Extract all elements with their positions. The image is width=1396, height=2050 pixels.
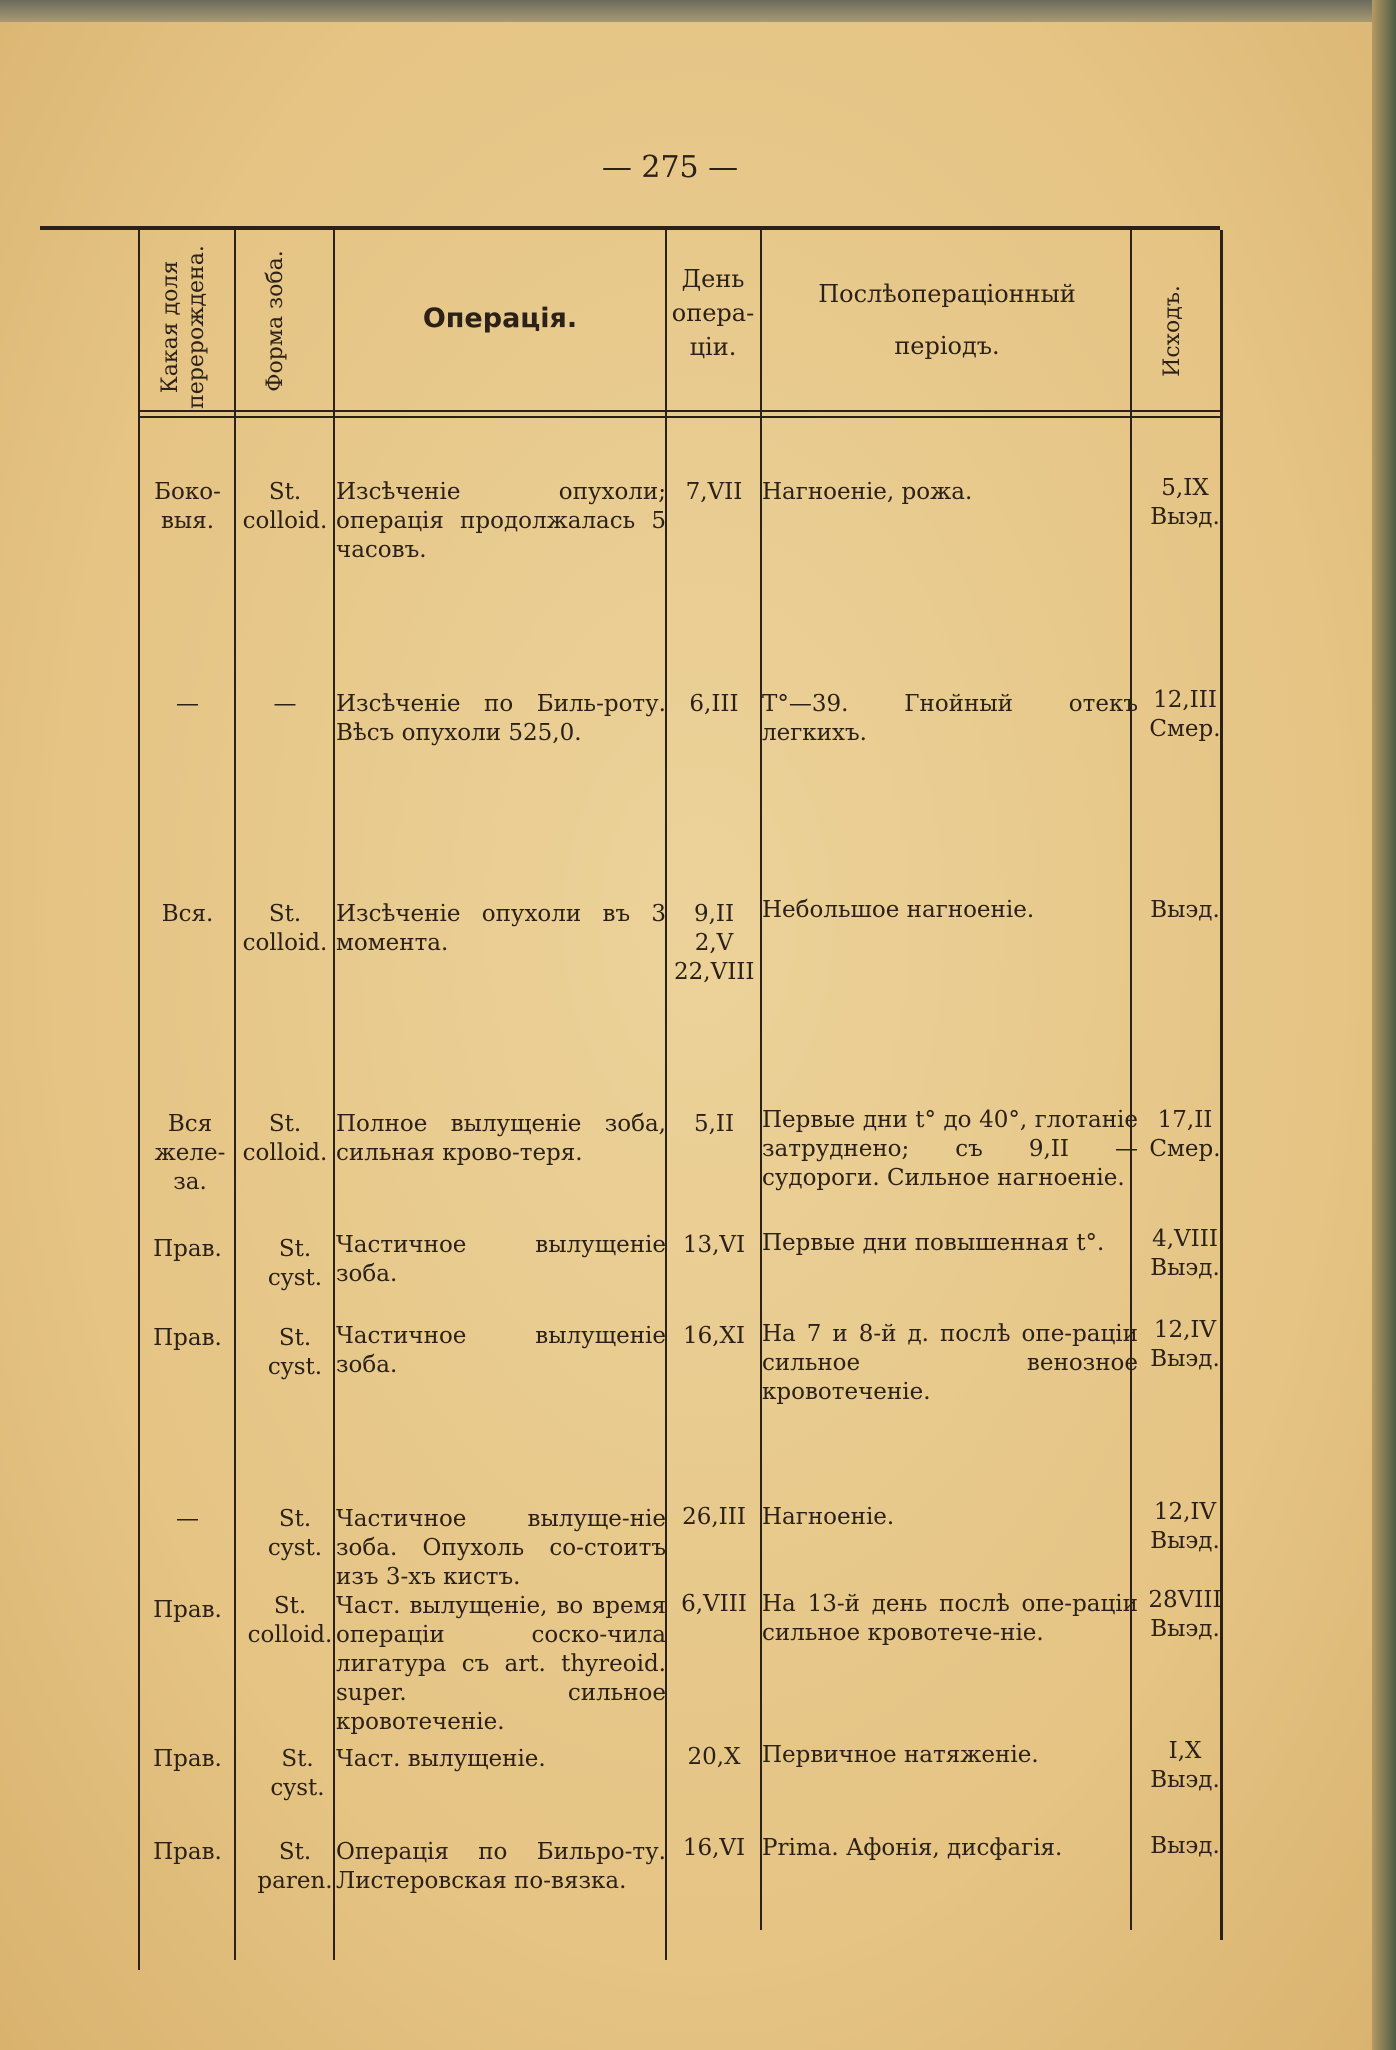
- cell-part: Боко-выя.: [154, 479, 221, 534]
- header-day-line-2: опера-: [671, 299, 755, 327]
- cell-day: 6,VIII: [681, 1591, 747, 1617]
- cell-form: St. cyst.: [267, 1325, 323, 1380]
- header-result: [1160, 266, 1190, 396]
- cell-day: 7,VII: [685, 479, 743, 505]
- cell-form: St. paren.: [257, 1839, 333, 1894]
- cell-result: 17,II Смер.: [1149, 1107, 1221, 1162]
- cell-operation: Част. вылущеніе, во время операціи соско-чила лигатура съ art. thyreoid. super. сильное кровотеченіе.: [336, 1593, 666, 1735]
- cell-operation: Операція по Бильро-ту. Листеровская по-вязка.: [336, 1839, 666, 1894]
- header-form-text: Форма зоба.: [263, 250, 288, 392]
- header-bottom-rule-1: [140, 410, 1222, 412]
- header-part-line-2: перерождена.: [184, 245, 209, 409]
- cell-operation: Изсѣченіе опухоли въ 3 момента.: [336, 901, 666, 956]
- cell-postop: Первые дни повышенная t°.: [762, 1230, 1105, 1256]
- cell-day: 16,XI: [682, 1323, 746, 1349]
- header-day: [665, 262, 761, 364]
- cell-operation: Полное вылущеніе зоба, сильная крово-теря.: [336, 1111, 666, 1166]
- cell-operation: Част. вылущеніе.: [336, 1746, 546, 1772]
- cell-part: Вся желе-за.: [154, 1111, 226, 1195]
- cell-form: St. colloid.: [247, 1593, 333, 1648]
- cell-postop: Нагноеніе.: [762, 1504, 895, 1530]
- cell-form: St. colloid.: [242, 479, 328, 534]
- cell-operation: Частичное вылущеніе зоба.: [336, 1232, 666, 1287]
- cell-operation: Частичное вылуще-ніе зоба. Опухоль со-стоитъ изъ 3-хъ кистъ.: [336, 1506, 666, 1590]
- cell-postop: Нагноеніе, рожа.: [762, 479, 973, 505]
- cell-day: 20,X: [687, 1744, 741, 1770]
- cell-part: —: [176, 691, 199, 717]
- cell-form: St. cyst.: [267, 1506, 323, 1561]
- cell-result: 4,VIII Выэд.: [1150, 1226, 1220, 1281]
- table-top-rule: [40, 226, 1220, 230]
- cell-postop: Первичное натяженіе.: [762, 1742, 1039, 1768]
- header-part-line-1: Какая доля: [158, 260, 183, 394]
- cell-result: Выэд.: [1150, 1833, 1220, 1859]
- cell-postop: Первые дни t° до 40°, глотаніе затруднено; съ 9,II — судороги. Сильное нагноеніе.: [762, 1107, 1138, 1191]
- header-day-line-3: ціи.: [689, 333, 737, 361]
- page-edge-top: [0, 0, 1396, 22]
- cell-form: St. cyst.: [270, 1746, 325, 1801]
- cell-day: 9,II 2,V 22,VIII: [674, 901, 755, 985]
- cell-result: Выэд.: [1150, 897, 1220, 923]
- cell-result: 12,IV Выэд.: [1150, 1499, 1220, 1554]
- cell-operation: Изсѣченіе опухоли; операція продолжалась 5 часовъ.: [336, 479, 666, 563]
- header-form: [263, 228, 293, 414]
- cell-part: Прав.: [153, 1839, 222, 1865]
- header-bottom-rule-2: [140, 416, 1222, 418]
- cell-result: I,X Выэд.: [1150, 1738, 1220, 1793]
- cell-part: Прав.: [153, 1325, 222, 1351]
- cell-postop: Т°—39. Гнойный отекъ легкихъ.: [762, 691, 1138, 746]
- cell-form: St. colloid.: [242, 901, 328, 956]
- cell-day: 6,III: [689, 691, 739, 717]
- cell-part: Прав.: [153, 1597, 222, 1623]
- header-postop-line-2: періодъ.: [894, 332, 1000, 360]
- cell-postop: На 7 и 8-й д. послѣ опе-раціи сильное венозное кровотеченіе.: [762, 1321, 1138, 1405]
- cell-operation: Частичное вылущеніе зоба.: [336, 1323, 666, 1378]
- cell-result: 5,IX Выэд.: [1150, 475, 1220, 530]
- header-postop: [762, 268, 1132, 372]
- cell-postop: Prima. Афонія, дисфагія.: [762, 1835, 1063, 1861]
- cell-day: 13,VI: [682, 1232, 746, 1258]
- cell-part: —: [176, 1506, 199, 1532]
- cell-postop: На 13-й день послѣ опе-раціи сильное кровотече-ніе.: [762, 1591, 1138, 1646]
- page-number: — 275 —: [601, 150, 739, 185]
- header-day-line-1: День: [681, 265, 745, 293]
- header-operation: Операція.: [422, 303, 578, 334]
- header-result-text: Исходъ.: [1160, 285, 1185, 377]
- cell-result: 12,IV Выэд.: [1150, 1317, 1220, 1372]
- cell-form: —: [273, 691, 297, 717]
- cell-day: 16,VI: [682, 1835, 746, 1861]
- cell-day: 26,III: [682, 1504, 746, 1530]
- cell-operation: Изсѣченіе по Биль-роту. Вѣсъ опухоли 525,0.: [336, 691, 666, 746]
- header-part: [158, 234, 212, 420]
- cell-part: Прав.: [153, 1236, 222, 1262]
- cell-part: Прав.: [153, 1746, 222, 1772]
- cell-result: 12,III Смер.: [1149, 687, 1221, 742]
- page-edge-right: [1372, 0, 1396, 2050]
- cell-day: 5,II: [693, 1111, 735, 1137]
- cell-postop: Небольшое нагноеніе.: [762, 897, 1035, 923]
- cell-part: Вся.: [161, 901, 214, 927]
- cell-form: St. colloid.: [242, 1111, 328, 1166]
- cell-result: 28VIII Выэд.: [1148, 1587, 1222, 1642]
- cell-form: St. cyst.: [267, 1236, 323, 1291]
- header-postop-line-1: Послѣоперaціонный: [818, 280, 1076, 308]
